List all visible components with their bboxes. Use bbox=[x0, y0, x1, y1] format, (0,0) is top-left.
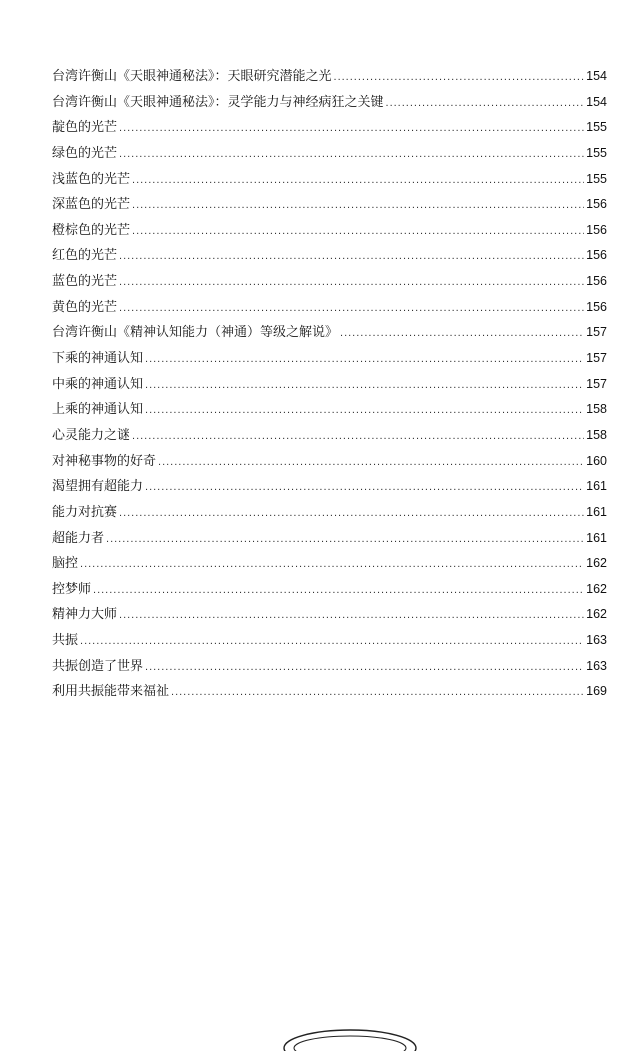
toc-entry-title: 橙棕色的光芒 bbox=[52, 222, 131, 238]
toc-entry-page: 161 bbox=[586, 504, 607, 519]
toc-dot-leader bbox=[171, 680, 584, 706]
toc-dot-leader bbox=[145, 398, 584, 424]
toc-entry-title: 蓝色的光芒 bbox=[52, 274, 118, 290]
toc-entry[interactable] bbox=[52, 295, 607, 321]
toc-dot-leader bbox=[132, 193, 584, 219]
page-footer bbox=[0, 1020, 626, 1051]
toc-dot-leader bbox=[80, 552, 584, 578]
toc-dot-leader bbox=[119, 296, 584, 322]
toc-entry[interactable] bbox=[52, 269, 607, 295]
toc-entry[interactable] bbox=[52, 474, 607, 500]
toc-entry-title: 红色的光芒 bbox=[52, 248, 118, 264]
toc-dot-leader bbox=[106, 527, 584, 553]
toc-entry[interactable] bbox=[52, 551, 607, 577]
toc-dot-leader bbox=[119, 270, 584, 296]
toc-entry-title: 利用共振能带来福祉 bbox=[52, 684, 170, 700]
toc-dot-leader bbox=[119, 501, 584, 527]
toc-dot-leader bbox=[132, 168, 584, 194]
toc-entry-page: 155 bbox=[586, 171, 607, 186]
toc-entry-page: 163 bbox=[586, 658, 607, 673]
toc-entry-title: 台湾许衡山《精神认知能力（神通）等级之解说》 bbox=[52, 325, 339, 341]
toc-entry-page: 154 bbox=[586, 69, 607, 83]
toc-entry-title: 能力对抗赛 bbox=[52, 504, 118, 520]
toc-entry-page: 155 bbox=[586, 145, 607, 160]
toc-entry-title: 共振 bbox=[52, 633, 79, 649]
toc-entry-page: 156 bbox=[586, 197, 607, 212]
toc-entry[interactable] bbox=[52, 346, 607, 372]
toc-entry-title: 深蓝色的光芒 bbox=[52, 197, 131, 213]
toc-dot-leader bbox=[93, 578, 584, 604]
toc-entry[interactable] bbox=[52, 90, 607, 116]
toc-entry-page: 156 bbox=[586, 299, 607, 314]
toc-entry[interactable] bbox=[52, 372, 607, 398]
toc-entry-title: 台湾许衡山《天眼神通秘法》：天眼研究潜能之光 bbox=[52, 69, 332, 84]
toc-entry-title: 黄色的光芒 bbox=[52, 299, 118, 315]
toc-dot-leader bbox=[80, 629, 584, 655]
toc-entry[interactable] bbox=[52, 602, 607, 628]
toc-entry[interactable] bbox=[52, 397, 607, 423]
toc-entry-title: 脑控 bbox=[52, 556, 79, 572]
toc-entry-title: 控梦师 bbox=[52, 581, 92, 597]
toc-dot-leader bbox=[145, 655, 584, 681]
toc-entry-title: 浅蓝色的光芒 bbox=[52, 171, 131, 187]
toc-entry-title: 对神秘事物的好奇 bbox=[52, 453, 157, 469]
toc-entry[interactable] bbox=[52, 167, 607, 193]
toc-dot-leader bbox=[334, 65, 585, 91]
toc-entry[interactable] bbox=[52, 64, 607, 90]
toc-entry[interactable] bbox=[52, 628, 607, 654]
toc-dot-leader bbox=[340, 321, 584, 347]
toc-entry[interactable] bbox=[52, 192, 607, 218]
table-of-contents bbox=[52, 64, 607, 705]
toc-entry-page: 160 bbox=[586, 453, 607, 468]
toc-entry-title: 精神力大师 bbox=[52, 607, 118, 623]
toc-entry-page: 161 bbox=[586, 479, 607, 494]
oval-ornament-icon bbox=[280, 1026, 420, 1051]
toc-entry-page: 157 bbox=[586, 376, 607, 391]
toc-entry-page: 157 bbox=[586, 351, 607, 366]
toc-entry[interactable] bbox=[52, 218, 607, 244]
toc-entry-page: 156 bbox=[586, 248, 607, 263]
toc-entry-title: 台湾许衡山《天眼神通秘法》：灵学能力与神经病狂之关键 bbox=[52, 94, 384, 110]
toc-entry-page: 156 bbox=[586, 222, 607, 237]
toc-entry[interactable] bbox=[52, 500, 607, 526]
toc-entry[interactable] bbox=[52, 115, 607, 141]
toc-dot-leader bbox=[145, 475, 584, 501]
toc-entry[interactable] bbox=[52, 679, 607, 705]
toc-entry[interactable] bbox=[52, 141, 607, 167]
toc-entry[interactable] bbox=[52, 449, 607, 475]
toc-entry-page: 158 bbox=[586, 402, 607, 417]
toc-entry[interactable] bbox=[52, 654, 607, 680]
toc-entry-page: 158 bbox=[586, 427, 607, 442]
toc-entry-page: 162 bbox=[586, 607, 607, 622]
toc-entry-title: 超能力者 bbox=[52, 530, 105, 546]
toc-entry[interactable] bbox=[52, 526, 607, 552]
toc-entry-title: 中乘的神通认知 bbox=[52, 376, 144, 392]
toc-entry-page: 155 bbox=[586, 120, 607, 135]
toc-entry-title: 上乘的神通认知 bbox=[52, 402, 144, 418]
toc-entry-title: 靛色的光芒 bbox=[52, 120, 118, 136]
toc-entry-title: 绿色的光芒 bbox=[52, 145, 118, 161]
toc-entry[interactable] bbox=[52, 243, 607, 269]
toc-dot-leader bbox=[145, 347, 584, 373]
toc-entry-page: 157 bbox=[586, 325, 607, 340]
toc-dot-leader bbox=[119, 603, 584, 629]
toc-entry-title: 心灵能力之谜 bbox=[52, 427, 131, 443]
toc-entry[interactable] bbox=[52, 577, 607, 603]
toc-entry-title: 共振创造了世界 bbox=[52, 658, 144, 674]
toc-entry[interactable] bbox=[52, 320, 607, 346]
toc-dot-leader bbox=[158, 450, 584, 476]
toc-entry-page: 163 bbox=[586, 633, 607, 648]
toc-dot-leader bbox=[132, 424, 584, 450]
toc-entry-page: 154 bbox=[586, 94, 607, 109]
toc-dot-leader bbox=[132, 219, 584, 245]
toc-dot-leader bbox=[119, 244, 584, 270]
toc-dot-leader bbox=[119, 142, 584, 168]
toc-entry-page: 162 bbox=[586, 556, 607, 571]
toc-dot-leader bbox=[119, 116, 584, 142]
toc-dot-leader bbox=[386, 91, 585, 117]
toc-entry-title: 下乘的神通认知 bbox=[52, 351, 144, 367]
toc-entry-page: 156 bbox=[586, 274, 607, 289]
toc-entry[interactable] bbox=[52, 423, 607, 449]
toc-entry-page: 162 bbox=[586, 581, 607, 596]
toc-entry-page: 169 bbox=[586, 684, 607, 699]
toc-dot-leader bbox=[145, 373, 584, 399]
toc-entry-title: 渴望拥有超能力 bbox=[52, 479, 144, 495]
toc-entry-page: 161 bbox=[586, 530, 607, 545]
